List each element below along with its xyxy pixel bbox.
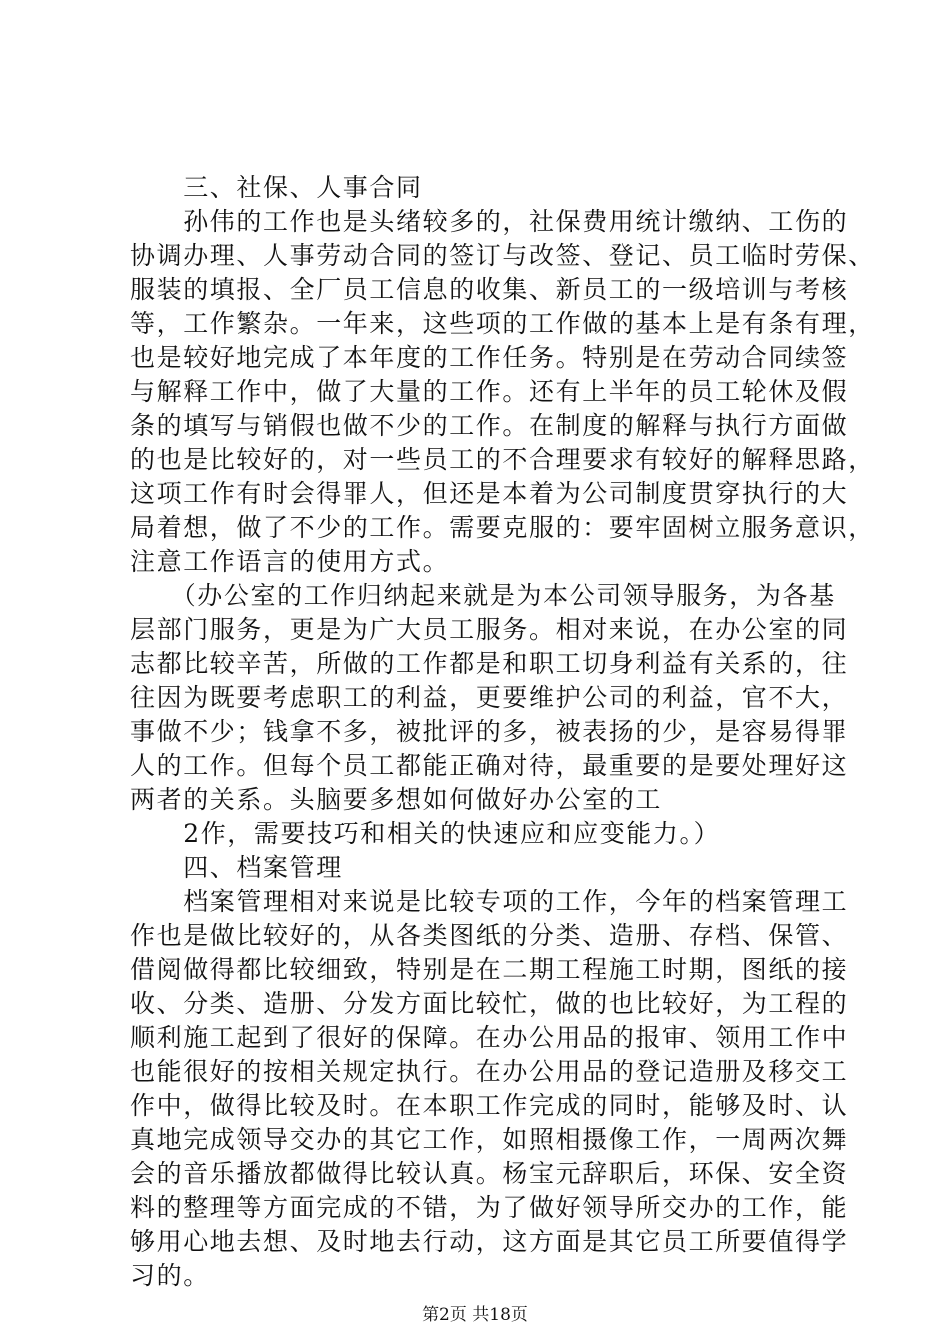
- paragraph-line: 条的填写与销假也做不少的工作。在制度的解释与执行方面做: [130, 411, 849, 440]
- paragraph-line: 档案管理相对来说是比较专项的工作，今年的档案管理工: [130, 887, 849, 916]
- paragraph-line: 2作，需要技巧和相关的快速应和应变能力。）: [130, 819, 721, 848]
- paragraph-line: 也能很好的按相关规定执行。在办公用品的登记造册及移交工: [130, 1057, 849, 1086]
- paragraph-line: 人的工作。但每个员工都能正确对待，最重要的是要处理好这: [130, 751, 849, 780]
- paragraph-line: 局着想，做了不少的工作。需要克服的：要牢固树立服务意识，: [130, 513, 875, 542]
- paragraph-line: 会的音乐播放都做得比较认真。杨宝元辞职后，环保、安全资: [130, 1159, 849, 1188]
- paragraph-line: 注意工作语言的使用方式。: [130, 547, 450, 576]
- paragraph-line: 作中，做得比较及时。在本职工作完成的同时，能够及时、认: [130, 1091, 849, 1120]
- paragraph-line: 作也是做比较好的，从各类图纸的分类、造册、存档、保管、: [130, 921, 849, 950]
- paragraph-line: 孙伟的工作也是头绪较多的，社保费用统计缴纳、工伤的: [130, 207, 849, 236]
- paragraph-line: （办公室的工作归纳起来就是为本公司领导服务，为各基: [130, 581, 836, 610]
- paragraph-line: 服装的填报、全厂员工信息的收集、新员工的一级培训与考核: [130, 275, 849, 304]
- paragraph-line: 也是较好地完成了本年度的工作任务。特别是在劳动合同续签: [130, 343, 849, 372]
- paragraph-line: 两者的关系。头脑要多想如何做好办公室的工: [130, 785, 663, 814]
- paragraph-line: 与解释工作中，做了大量的工作。还有上半年的员工轮休及假: [130, 377, 849, 406]
- paragraph-line: 料的整理等方面完成的不错，为了做好领导所交办的工作，能: [130, 1193, 849, 1222]
- paragraph-line: 顺利施工起到了很好的保障。在办公用品的报审、领用工作中: [130, 1023, 849, 1052]
- paragraph-line: 习的。: [130, 1261, 210, 1290]
- paragraph-line: 借阅做得都比较细致，特别是在二期工程施工时期，图纸的接: [130, 955, 849, 984]
- section-heading-archive-management: 四、档案管理: [130, 853, 343, 882]
- paragraph-line: 协调办理、人事劳动合同的签订与改签、登记、员工临时劳保、: [130, 241, 875, 270]
- paragraph-line: 事做不少；钱拿不多，被批评的多，被表扬的少，是容易得罪: [130, 717, 849, 746]
- paragraph-line: 志都比较辛苦，所做的工作都是和职工切身利益有关系的，往: [130, 649, 849, 678]
- paragraph-line: 层部门服务，更是为广大员工服务。相对来说，在办公室的同: [130, 615, 849, 644]
- paragraph-line: 等，工作繁杂。一年来，这些项的工作做的基本上是有条有理，: [130, 309, 875, 338]
- paragraph-line: 这项工作有时会得罪人，但还是本着为公司制度贯穿执行的大: [130, 479, 849, 508]
- paragraph-line: 够用心地去想、及时地去行动，这方面是其它员工所要值得学: [130, 1227, 849, 1256]
- page-footer: 第2页 共18页: [422, 1305, 528, 1325]
- paragraph-line: 真地完成领导交办的其它工作，如照相摄像工作，一周两次舞: [130, 1125, 849, 1154]
- section-heading-social-security: 三、社保、人事合同: [130, 173, 423, 202]
- paragraph-line: 往因为既要考虑职工的利益，更要维护公司的利益，官不大，: [130, 683, 849, 712]
- paragraph-line: 收、分类、造册、分发方面比较忙，做的也比较好，为工程的: [130, 989, 849, 1018]
- paragraph-line: 的也是比较好的，对一些员工的不合理要求有较好的解释思路，: [130, 445, 875, 474]
